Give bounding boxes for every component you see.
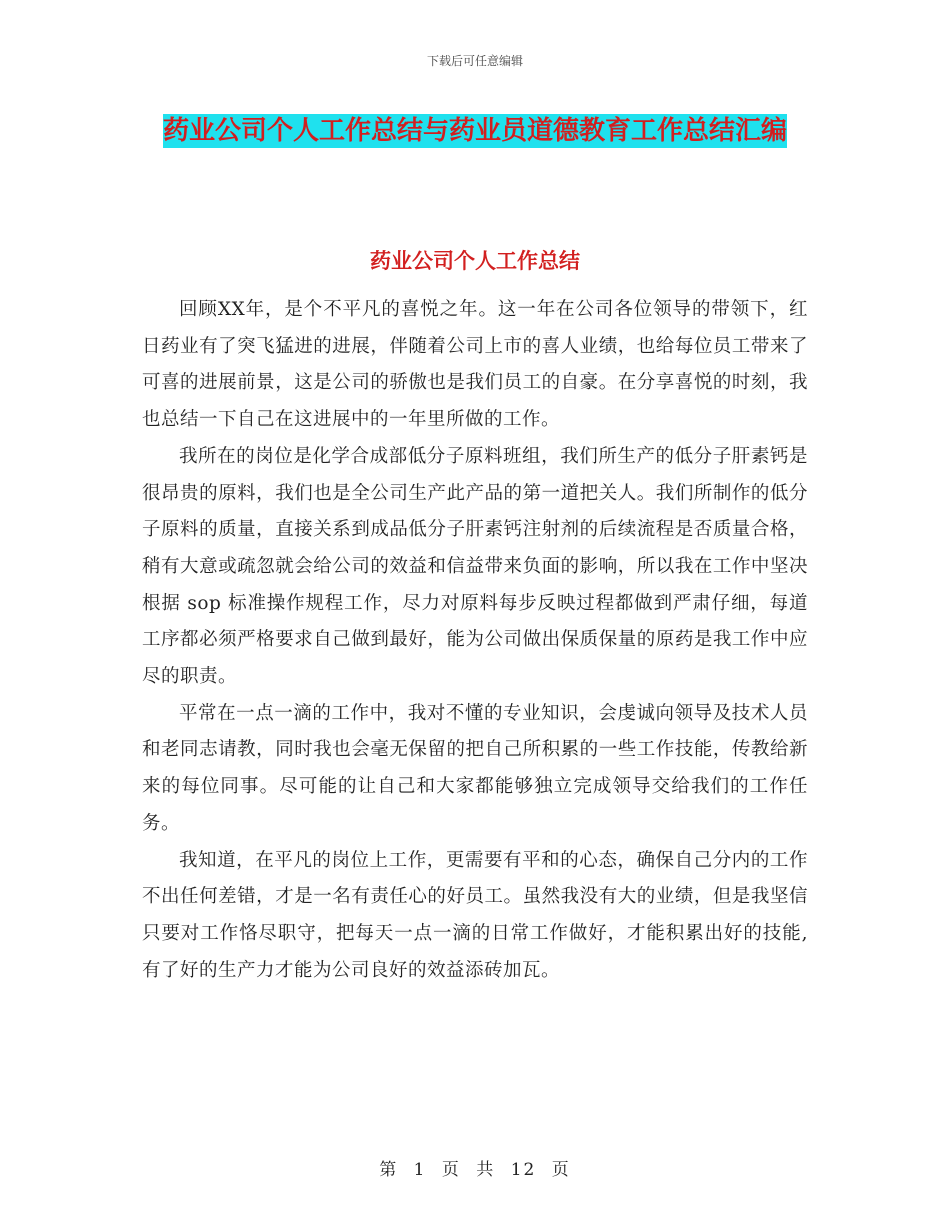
page-prefix: 第 (379, 1160, 399, 1180)
paragraph: 回顾XX年，是个不平凡的喜悦之年。这一年在公司各位领导的带领下，红日药业有了突飞猛进的进展，伴随着公司上市的喜人业绩，也给每位员工带来了可喜的进展前景，这是公司的骄傲也是我们员工的自豪。在分享喜悦的时刻，我也总结一下自己在这进展中的一年里所做的工作。 (142, 299, 808, 431)
total-pages: 12 (510, 1160, 537, 1180)
paragraph: 我知道，在平凡的岗位上工作，更需要有平和的心态，确保自己分内的工作不出任何差错，才是一名有责任心的好员工。虽然我没有大的业绩，但是我坚信只要对工作恪尽职守，把每天一点一滴的日常工作做好，才能积累出好的技能,有了好的生产力才能为公司良好的效益添砖加瓦。 (142, 849, 808, 981)
document-title-text: 药业公司个人工作总结与药业员道德教育工作总结汇编 (162, 116, 787, 146)
page-suffix: 页 (551, 1160, 571, 1180)
document-body (142, 292, 808, 989)
page-number (0, 1155, 950, 1180)
total-word: 共 (476, 1160, 496, 1180)
page-unit: 页 (441, 1160, 461, 1180)
current-page: 1 (413, 1160, 427, 1180)
document-title (142, 108, 808, 154)
paragraph: 平常在一点一滴的工作中，我对不懂的专业知识，会虔诚向领导及技术人员和老同志请教，同时我也会毫无保留的把自己所积累的一些工作技能，传教给新来的每位同事。尽可能的让自己和大家都能够独立完成领导交给我们的工作任务。 (142, 702, 808, 834)
header-note: 下载后可任意编辑 (426, 54, 523, 68)
paragraph: 我所在的岗位是化学合成部低分子原料班组，我们所生产的低分子肝素钙是很昂贵的原料，我们也是全公司生产此产品的第一道把关人。我们所制作的低分子原料的质量，直接关系到成品低分子肝素钙注射剂的后续流程是否质量合格，稍有大意或疏忽就会给公司的效益和信益带来负面的影响，所以我在工作中坚决根据 sop 标准操作规程工作，尽力对原料每步反映过程都做到严肃仔细，每道工序都必须严格要求自己做到最好，能为公司做出保质保量的原药是我工作中应尽的职责。 (142, 445, 808, 688)
section-title: 药业公司个人工作总结 (370, 249, 580, 273)
